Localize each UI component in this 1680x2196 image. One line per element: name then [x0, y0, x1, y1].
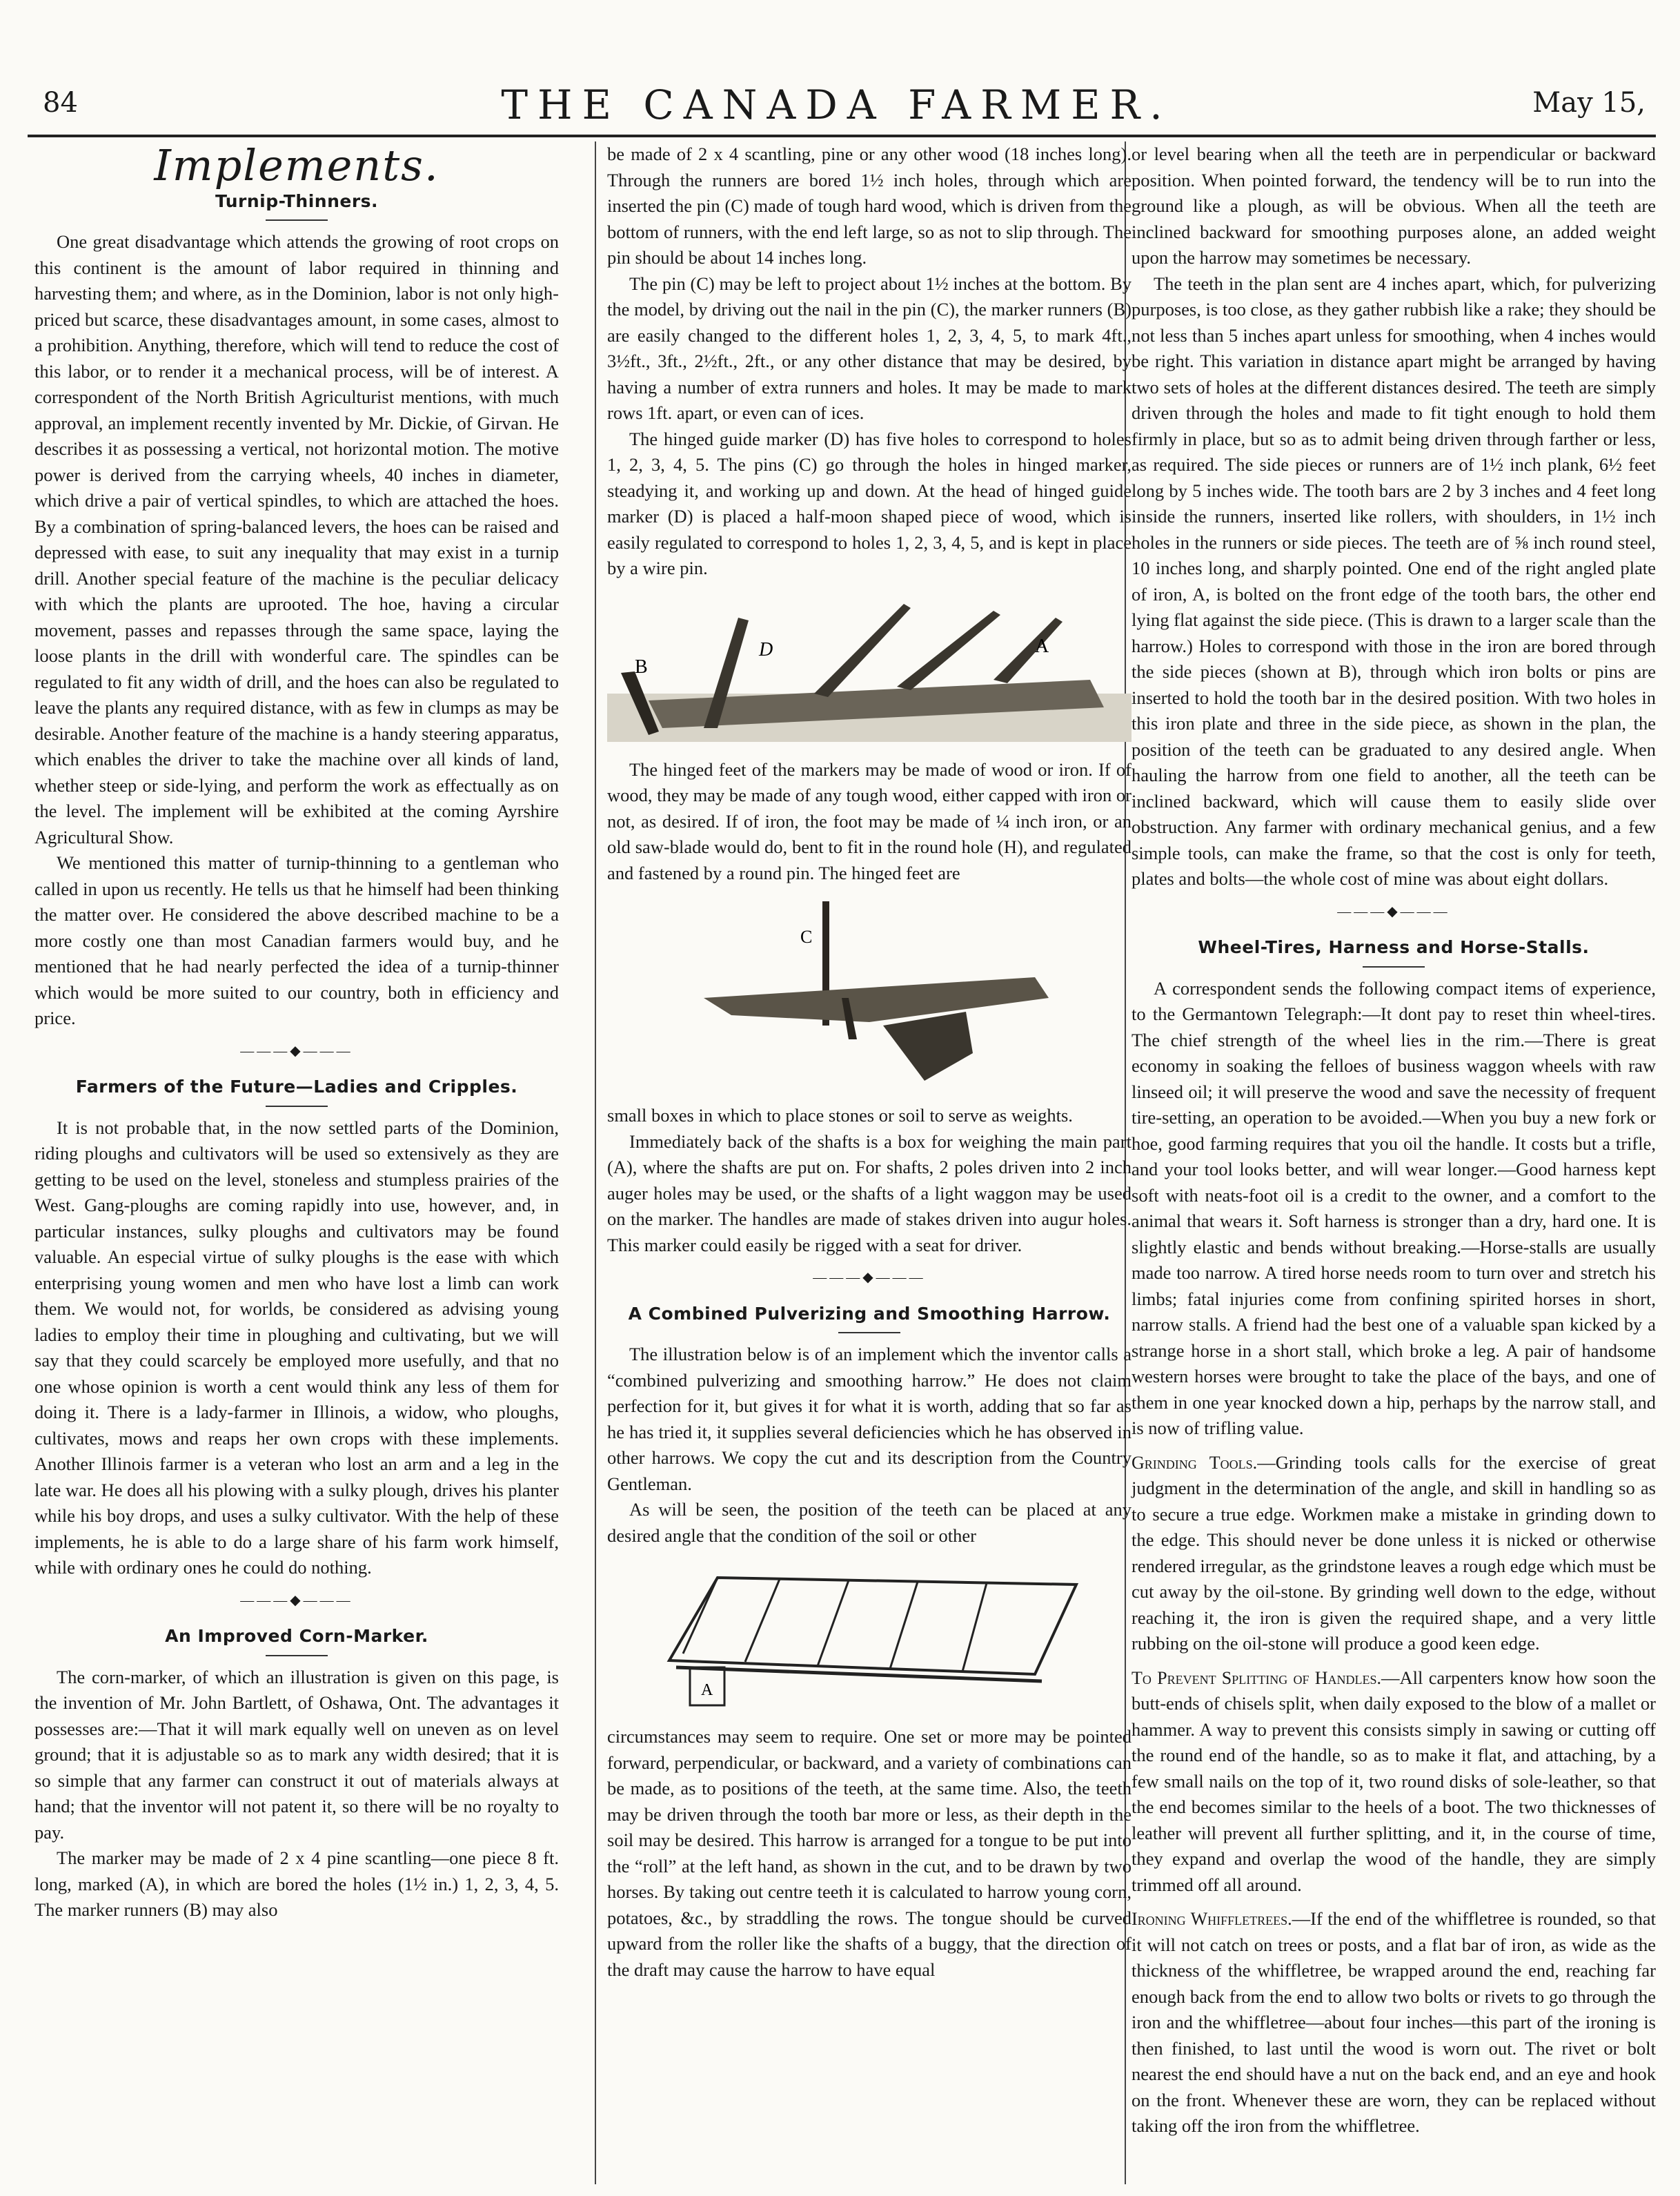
article-paragraph: small boxes in which to place stones or soil to serve as weights.	[607, 1105, 1073, 1126]
figure-label-harrow-a: A	[701, 1681, 713, 1699]
article-paragraph: We mentioned this matter of turnip-thinning to a gentleman who called in upon us recently. He tells us that he himself had been thinking the matter over. He considered the above described machine to be a more costly one than most Canadian farmers would buy, and he mentioned that he had nearly perfected the idea of a turnip-thinner which would be more suited to our country, both in efficiency and price.	[34, 852, 559, 1028]
masthead	[28, 81, 1646, 128]
article-paragraph: It is not probable that, in the now settled parts of the Dominion, riding ploughs and cultivators will be used so extensively as they are getting to be used on the level, stoneless and stumpless prairies of the West. Gang-ploughs are coming rapidly into use, however, and, in particular instances, sulky ploughs and cultivators may be found valuable. An especial virtue of sulky ploughs is the ease with which enterprising young women and men who have lost a limb can work them. We would not, for worlds, be considered as advising young ladies to employ their time in ploughing and cultivating, but we will say that they could scarcely be employed more usefully, and that no one whose opinion is worth a cent would think any less of them for doing it. There is a lady-farmer in Illinois, a widow, who ploughs, cultivates, mows and reaps her own crops with these implements. Another Illinois farmer is a veteran who lost an arm and a leg in the late war. He does all his plowing with a sulky plough, drives his planter while his boy drops, and uses a sulky cultivator. With the help of these implements, he is able to do a large share of his farm work himself, while with ordinary ones he could do nothing.	[34, 1117, 559, 1578]
column-3	[1131, 141, 1656, 2139]
column-1	[34, 141, 559, 1923]
article-paragraph: The teeth in the plan sent are 4 inches apart, which, for pulverizing purposes, is too close, as they gather rubbish like a rake; they should be not less than 5 inches apart unless for smoothing, when 4 inches would be right. This variation in distance apart might be arranged by having two sets of holes at the different distances desired. The teeth are simply driven through the holes and made to fit tight enough to hold them firmly in place, but so as to admit being driven through farther or less, as required. The side pieces or runners are of 1½ inch plank, 6½ feet long by 5 inches wide. The tooth bars are 2 by 3 inches and 4 feet long inside the runners, inserted like rollers, with shoulders, in 1½ inch holes in the runners or side pieces. The teeth are of ⅝ inch round steel, 10 inches long, and sharply pointed. One end of the right angled plate of iron, A, is bolted on the front edge of the tooth bars, the other end lying flat against the side piece. (This is drawn to a larger scale than the harrow.) Holes to correspond with those in the iron are bored through the side pieces (shown at B), through which iron bolts or pins are inserted to hold the tooth bar in the desired position. With two holes in this iron plate and three in the side piece, as shown in the plan, the position of the teeth can be graduated to any desired angle. When hauling the harrow from one field to another, all the teeth can be inclined backward, which will cause them to easily slide over obstruction. Any farmer with ordinary mechanical genius, and a few simple tools, can make the frame, so that the cost is only for teeth, plates and bolts—the whole cost of mine was about eight dollars.	[1131, 273, 1656, 889]
subheading-ironing: Ironing Whiffletrees.	[1131, 1909, 1292, 1929]
article-paragraph: The hinged guide marker (D) has five holes to correspond to holes 1, 2, 3, 4, 5. The pins (C) go through the holes in hinged marker, steadying it, and working up and down. At the head of hinged guide marker (D) is placed a half-moon shaped piece of wood, which is easily regulated to correspond to holes 1, 2, 3, 4, 5, and is kept in place by a wire pin.	[607, 428, 1131, 578]
article-heading-harrow: A Combined Pulverizing and Smoothing Harrow.	[607, 1301, 1131, 1334]
article-divider: ———◆———	[240, 1043, 353, 1059]
subheading-grinding: Grinding Tools.	[1131, 1452, 1258, 1473]
paragraph-text: —Grinding tools calls for the exercise of great judgment in the determination of the angle, and skill in handling so as to secure a true edge. Workmen make a mistake in grinding down to the edge. This should never be done unless it is nicked or otherwise rendered irregular, as the grindstone leaves a rough edge which must be cut away by the oil-stone. By grinding well down to the edge, without reaching it, the iron is given the required shape, and a very little rubbing on the oil-stone will produce a good keen edge.	[1131, 1451, 1656, 1654]
article-paragraph: The corn-marker, of which an illustration is given on this page, is the invention of Mr. John Bartlett, of Oshawa, Ont. The advantages it possesses are:—That it will mark equally well on uneven as on level ground; that it is adjustable so as to mark any width desired; that it is so simple that any farmer can construct it out of materials always at hand; that the inventor will not patent it, so there will be no royalty to pay.	[34, 1666, 559, 1843]
article-paragraph: The illustration below is of an implement which the inventor calls a “combined pulverizing and smoothing harrow.” He does not claim perfection for it, but gives it for what it is worth, adding that so far as he has tried it, it supplies several deficiencies which he has observed in other harrows. We copy the cut and its description from the Country Gentleman.	[607, 1344, 1131, 1494]
article-paragraph: The hinged feet of the markers may be made of wood or iron. If of wood, they may be made of any tough wood, either capped with iron or not, as desired. If of iron, the foot may be made of ¼ inch iron, or an old saw-blade would do, bent to fit in the round hole (H), and regulated and fastened by a round pin. The hinged feet are	[607, 758, 1131, 883]
paragraph-text: —All carpenters know how soon the butt-ends of chisels split, when daily exposed to the blow of a mallet or hammer. A way to prevent this consists simply in sawing or cutting off the round end of the handle, so as to make it flat, and attaching, by a few small nails on the top of it, two round disks of sole-leather, so that the end becomes similar to the heels of a boot. The two thicknesses of leather will prevent all further splitting, and it, in the course of time, they expand and overlap the wood of the handle, they are simply trimmed off all around.	[1131, 1667, 1656, 1895]
article-divider: ———◆———	[240, 1592, 353, 1608]
article-paragraph: A correspondent sends the following compact items of experience, to the Germantown Telegraph:—It dont pay to reset thin wheel-tires. The chief strength of the wheel lies in the rim.—There is great economy in soaking the felloes of business waggon wheels with raw linseed oil; it will preserve the wood and save the necessity of frequent tire-setting, an operation to be avoided.—When you buy a new fork or hoe, good farming requires that you oil the handle. It costs but a trifle, and your tool looks better, and will wear longer.—Good harness kept soft with neats-foot oil is a credit to the owner, and a comfort to the animal that wears it. Soft harness is stronger than a dry, hard one. It is slightly elastic and bends without breaking.—Horse-stalls are usually made too narrow. A tired horse needs room to turn over and stretch his limbs; fatal injuries come from confining spirited horses in short, narrow stalls. A friend had the best one of a valuable span kicked by a strange horse in a short stall, which broke a leg. A pair of handsome western horses were brought to take the place of the bays, and one of them in one year knocked down a hip, perhaps by the narrow stall, and is now of trifling value.	[1131, 977, 1656, 1438]
figure-label-a: A	[1035, 635, 1049, 657]
article-paragraph: circumstances may seem to require. One set or more may be pointed forward, perpendicular, or backward, and a variety of combinations can be made, as to positions of the teeth, at the same time. Also, the teeth may be driven through the tooth bar more or less, as their depth in the soil may be desired. This harrow is arranged for a tongue to be put into the “roll” at the left hand, as shown in the cut, and to be drawn by two horses. By taking out centre teeth it is calculated to harrow young corn, potatoes, &c., by straddling the rows. The tongue should be curved upward from the roller like the shafts of a buggy, that the direction of the draft may cause the harrow to have equal	[607, 1726, 1131, 1980]
harrow-illustration	[607, 1557, 1131, 1716]
article-heading-corn-marker: An Improved Corn-Marker.	[34, 1623, 559, 1656]
article-divider: ———◆———	[1337, 903, 1450, 919]
article-heading-farmers: Farmers of the Future—Ladies and Cripples.	[34, 1074, 559, 1107]
section-title: Implements.	[154, 140, 439, 190]
article-paragraph: Immediately back of the shafts is a box for weighing the main part (A), where the shafts are put on. For shafts, 2 poles driven into 2 inch auger holes may be used, or the shafts of a light waggon may be used on the marker. The handles are made of stakes driven into augur holes. This marker could easily be rigged with a seat for driver.	[607, 1130, 1131, 1255]
newspaper-title: THE CANADA FARMER.	[501, 81, 1172, 128]
article-heading-turnip: Turnip-Thinners.	[34, 188, 559, 222]
header-rule	[28, 135, 1656, 137]
article-heading-wheel: Wheel-Tires, Harness and Horse-Stalls.	[1131, 934, 1656, 968]
paragraph-text: —If the end of the whiffletree is rounded, so that it will not catch on trees or posts, and a flat bar of iron, as wide as the thickness of the whiffletree, be wrapped around the end, reaching far enough back from the end to allow two bolts or rivets to go through the iron and the whiffletree—about four inches—this part of the ironing is then finished, to last until the wood is worn out. The rivet or bolt nearest the end should have a nut on the back end, and an eye and hook on the front. Whenever these are worn, they can be replaced without taking off the iron from the whiffletree.	[1131, 1908, 1656, 2136]
figure-label-b: B	[635, 656, 648, 678]
figure-label-d: D	[759, 638, 773, 660]
hinged-foot-illustration	[607, 894, 1131, 1095]
article-paragraph: The pin (C) may be left to project about 1½ inches at the bottom. By the model, by driving out the nail in the pin (C), the marker runners (B) are easily changed to the different holes 1, 2, 3, 4, 5, to mark 4ft., 3½ft., 3ft., 2½ft., 2ft., or any other distance that may be desired, by having a number of extra runners and holes. It may be made to mark rows 1ft. apart, or even can of ices.	[607, 273, 1131, 423]
article-divider: ———◆———	[813, 1270, 926, 1285]
column-2	[607, 141, 1131, 1983]
issue-date: May 15,	[1532, 87, 1646, 119]
corn-marker-illustration	[607, 590, 1131, 749]
article-paragraph: The marker may be made of 2 x 4 pine scantling—one piece 8 ft. long, marked (A), in which are bored the holes (1½ in.) 1, 2, 3, 4, 5. The marker runners (B) may also	[34, 1847, 559, 1920]
figure-label-c: C	[800, 927, 813, 947]
article-paragraph: or level bearing when all the teeth are in perpendicular or backward position. When pointed forward, the tendency will be to run into the ground like a plough, as will be obvious. When all the teeth are inclined backward for smoothing purposes alone, an added weight upon the harrow may sometimes be necessary.	[1131, 144, 1656, 268]
column-divider	[595, 141, 596, 2184]
article-paragraph: be made of 2 x 4 scantling, pine or any other wood (18 inches long). Through the runners are bored 1½ inch holes, through which are inserted the pin (C) made of tough hard wood, which is driven from the bottom of runners, with the end left large, so as not to slip through. The pin should be about 14 inches long.	[607, 144, 1131, 268]
article-paragraph: One great disadvantage which attends the growing of root crops on this continent is the amount of labor required in thinning and harvesting them; and where, as in the Dominion, labor is not only high-priced but scarce, these disadvantages amount, in some cases, almost to a prohibition. Anything, therefore, which will tend to reduce the cost of this labor, or to render it a mechanical process, will be of interest. A correspondent of the North British Agriculturist mentions, with much approval, an implement recently invented by Mr. Dickie, of Girvan. He describes it as possessing a vertical, not horizontal motion. The motive power is derived from the carrying wheels, 40 inches in diameter, which drive a pair of vertical spindles, to which are attached the hoes. By a combination of spring-balanced levers, the hoes can be raised and depressed with ease, to suit any inequality that may exist in a turnip drill. Another special feature of the machine is the peculiar delicacy with which the plants are uprooted. The hoe, having a circular movement, passes and repasses through the same space, laying the loose plants in the drill with wonderful care. The spindles can be regulated to fit any width of drill, and the hoes can also be regulated to leave the plants any required distance, with as few in clumps as may be desirable. Another feature of the machine is a handy steering apparatus, which enables the driver to take the machine over all kinds of land, whether steep or side-lying, and perform the work as effectually as on the level. The implement will be exhibited at the coming Ayrshire Agricultural Show.	[34, 231, 559, 847]
article-paragraph: As will be seen, the position of the teeth can be placed at any desired angle that the condition of the soil or other	[607, 1499, 1131, 1546]
subheading-splitting: To Prevent Splitting of Handles.	[1131, 1667, 1381, 1688]
page-number: 84	[43, 87, 78, 119]
